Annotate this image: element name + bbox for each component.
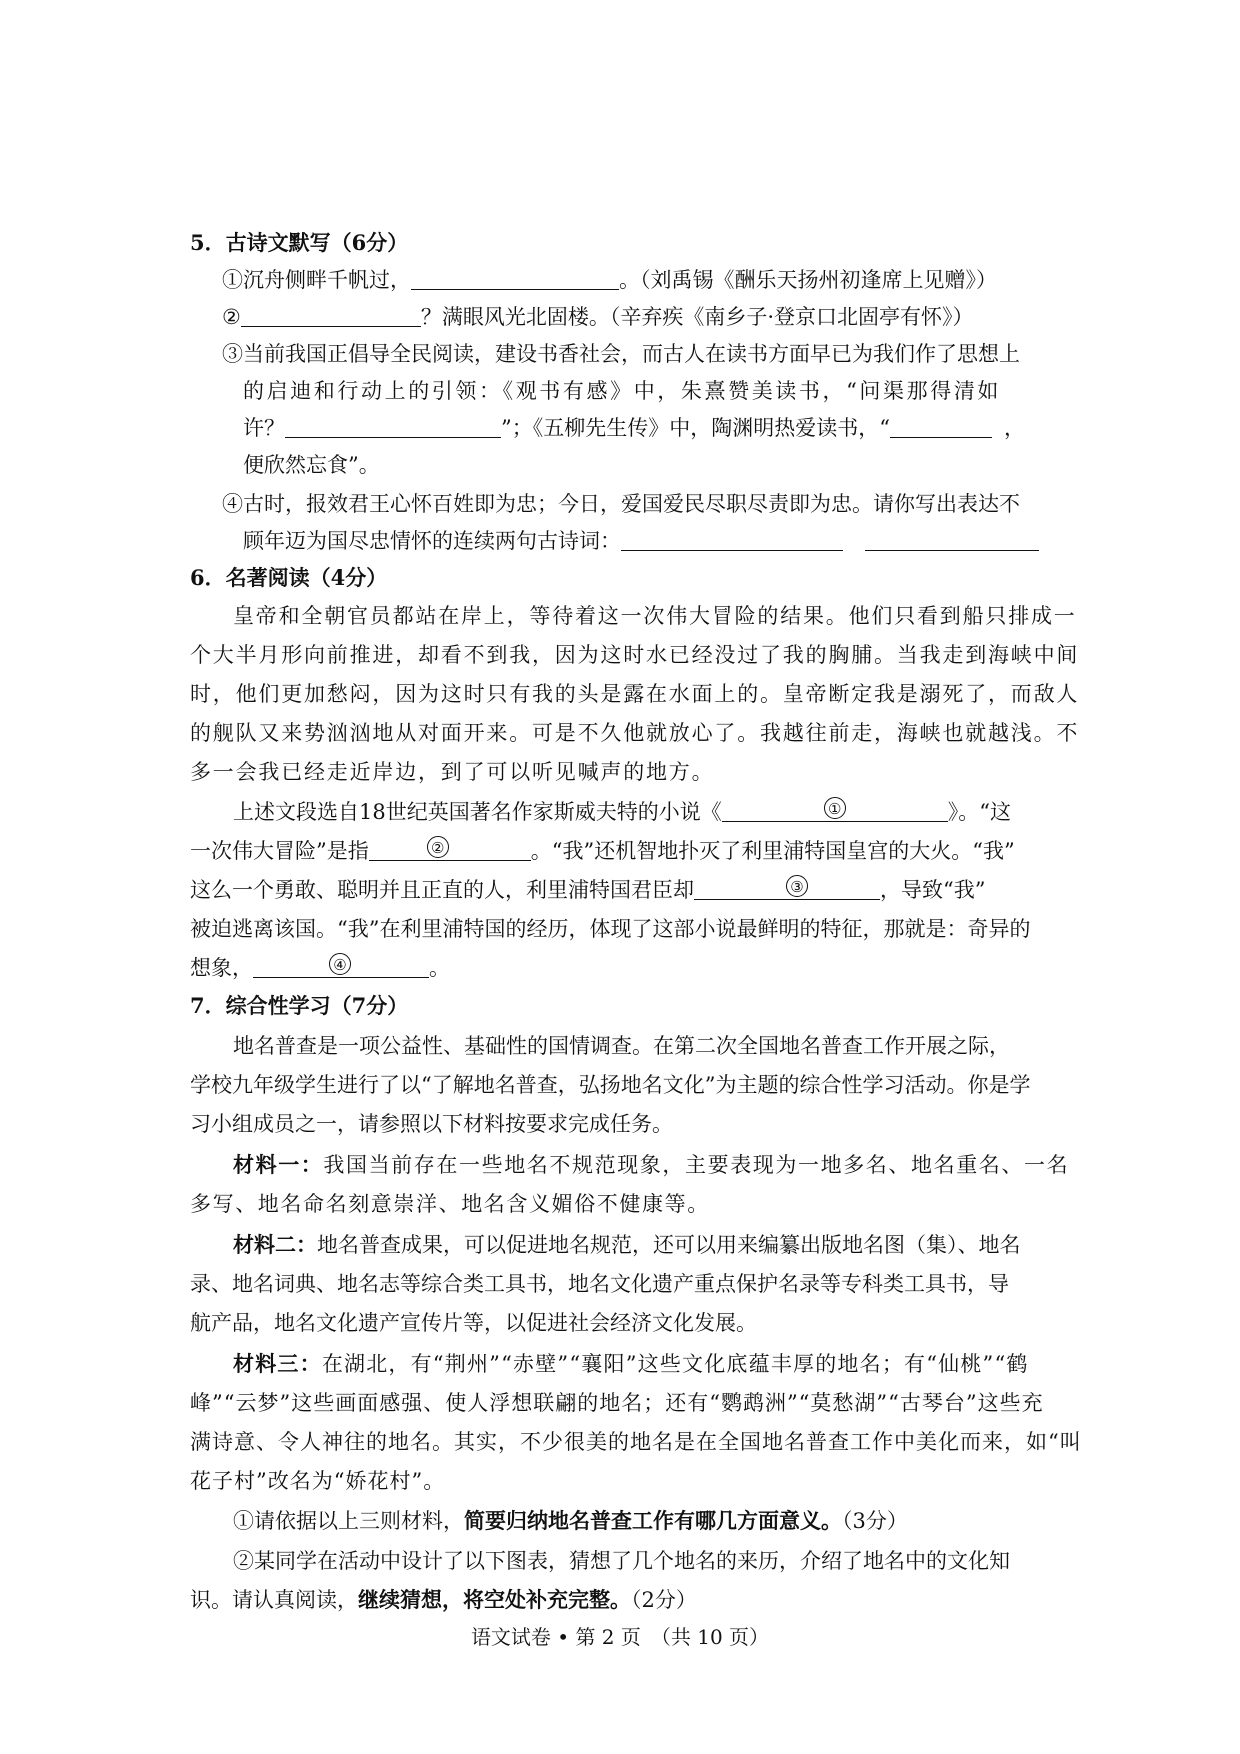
q5-item4-text1: 古时，报效君王心怀百姓即为忠；今日，爱国爱民尽职尽责即为忠。请你写出表达不 xyxy=(243,492,1020,516)
q7-intro-line: 地名普查是一项公益性、基础性的国情调查。在第二次全国地名普查工作开展之际， xyxy=(233,1034,1010,1058)
q5-item3-line4: 便欣然忘食”。 xyxy=(243,453,380,477)
q6-task-l2-pre: 一次伟大冒险”是指 xyxy=(190,839,369,863)
q5-item3-line3-mid: ”；《五柳先生传》中，陶渊明热爱读书，“ xyxy=(501,416,890,440)
q7-intro-line: 习小组成员之一，请参照以下材料按要求完成任务。 xyxy=(190,1112,673,1136)
q5-item3-blank1[interactable] xyxy=(285,415,501,438)
q6-task-l3-pre: 这么一个勇敢、聪明并且正直的人，利里浦特国君臣却 xyxy=(190,878,694,902)
blank-number: ② xyxy=(427,836,449,858)
q5-heading: 5．古诗文默写（6分） xyxy=(190,230,409,255)
q7-task2-l2-pre: 识。请认真阅读， xyxy=(190,1588,358,1612)
q6-passage-line: 个大半月形向前推进，却看不到我，因为这时水已经没过了我的胸脯。当我走到海峡中间 xyxy=(190,643,1080,667)
q6-task-l3-post: ，导致“我” xyxy=(880,878,986,902)
q5-item2-num: ② xyxy=(222,305,241,329)
q6-task-l5-post: 。 xyxy=(429,956,450,980)
q5-item3-line3-pre: 许？ xyxy=(243,416,285,440)
q6-passage-line: 多一会我已经走近岸边，到了可以听见喊声的地方。 xyxy=(190,760,715,784)
q6-task-line5 xyxy=(190,953,450,983)
q5-item4-blank1[interactable] xyxy=(621,528,843,551)
blank-number: ① xyxy=(824,797,846,819)
q7-task2-l2-bold: 继续猜想，将空处补充完整。 xyxy=(358,1587,631,1612)
blank-number: ④ xyxy=(329,953,351,975)
q6-task-l2-post: 。“我”还机智地扑灭了利里浦特国皇宫的大火。“我” xyxy=(530,839,1015,863)
q7-material2-line3: 航产品，地名文化遗产宣传片等，以促进社会经济文化发展。 xyxy=(190,1311,757,1335)
q6-blank2[interactable] xyxy=(369,838,531,861)
q7-material3-line4: 花子村”改名为“娇花村”。 xyxy=(190,1469,446,1493)
q5-item4-blank2[interactable] xyxy=(865,528,1039,551)
q5-item1-post: 。（刘禹锡《酬乐天扬州初逢席上见赠》） xyxy=(619,268,997,292)
material1-label: 材料一： xyxy=(233,1152,324,1177)
q5-item2 xyxy=(222,302,974,332)
q5-item4-line1 xyxy=(222,489,1020,519)
material3-text: 在湖北，有“荆州”“赤壁”“襄阳”这些文化底蕴丰厚的地名；有“仙桃”“鹤 xyxy=(321,1352,1029,1376)
q5-item3-blank2[interactable] xyxy=(890,415,992,438)
q6-blank4[interactable] xyxy=(253,955,429,978)
q5-item2-post: ？满眼风光北固楼。（辛弃疾《南乡子·登京口北固亭有怀》） xyxy=(420,305,974,329)
q6-heading: 6．名著阅读（4分） xyxy=(190,565,388,590)
q6-passage-line: 皇帝和全朝官员都站在岸上，等待着这一次伟大冒险的结果。他们只看到船只排成一 xyxy=(233,604,1077,628)
q5-item3-line3 xyxy=(243,413,1025,443)
q6-task-line4: 被迫逃离该国。“我”在利里浦特国的经历，体现了这部小说最鲜明的特征，那就是：奇异的 xyxy=(190,917,1031,941)
q5-item3-text1: 当前我国正倡导全民阅读，建设书香社会，而古人在读书方面早已为我们作了思想上 xyxy=(243,342,1020,366)
q5-item4-line2 xyxy=(243,526,1039,556)
q7-material2-line2: 录、地名词典、地名志等综合类工具书，地名文化遗产重点保护名录等专科类工具书，导 xyxy=(190,1272,1009,1296)
q6-passage-line: 的舰队又来势汹汹地从对面开来。可是不久他就放心了。我越往前走，海峡也就越浅。不 xyxy=(190,721,1080,745)
q7-material3-line2: 峰”“云梦”这些画面感强、使人浮想联翩的地名；还有“鹦鹉洲”“莫愁湖”“古琴台”这些充 xyxy=(190,1391,1044,1415)
q7-material3-line1 xyxy=(233,1349,1029,1379)
q6-blank3[interactable] xyxy=(694,877,880,900)
q5-item3-line1 xyxy=(222,339,1020,369)
q5-item3-num: ③ xyxy=(222,342,243,366)
page-footer: 语文试卷 • 第 2 页 （共 10 页） xyxy=(470,1625,770,1649)
q7-heading: 7．综合性学习（7分） xyxy=(190,993,409,1018)
q5-item3-line3-post: ， xyxy=(1003,416,1025,440)
q6-task-line2 xyxy=(190,836,1015,866)
q6-task-l1-post: 》。“这 xyxy=(947,800,1011,824)
material2-text: 地名普查成果，可以促进地名规范，还可以用来编纂出版地名图（集）、地名 xyxy=(317,1233,1021,1257)
q6-task-l5-pre: 想象， xyxy=(190,956,253,980)
q7-task2-line1: ②某同学在活动中设计了以下图表，猜想了几个地名的来历，介绍了地名中的文化知 xyxy=(233,1549,1010,1573)
q7-task1-bold: 简要归纳地名普查工作有哪几方面意义。 xyxy=(464,1508,842,1533)
q7-task2-line2 xyxy=(190,1585,697,1615)
q5-item2-blank[interactable] xyxy=(241,304,421,327)
q7-material1-line2: 多写、地名命名刻意崇洋、地名含义媚俗不健康等。 xyxy=(190,1192,710,1216)
blank-number: ③ xyxy=(786,875,808,897)
q5-item1-num: ① xyxy=(222,268,243,292)
q5-item1 xyxy=(222,265,997,295)
q7-task2-l2-post: （2分） xyxy=(631,1588,697,1612)
q6-passage-line: 时，他们更加愁闷，因为这时只有我的头是露在水面上的。皇帝断定我是溺死了，而敌人 xyxy=(190,682,1080,706)
material3-label: 材料三： xyxy=(233,1351,322,1376)
q5-item1-blank[interactable] xyxy=(411,267,619,290)
q7-material2-line1 xyxy=(233,1230,1021,1260)
q5-item4-num: ④ xyxy=(222,492,243,516)
q5-item4-line2-pre: 顾年迈为国尽忠情怀的连续两句古诗词： xyxy=(243,529,621,553)
material2-label: 材料二： xyxy=(233,1232,317,1257)
q6-task-line3 xyxy=(190,875,985,905)
q7-material3-line3: 满诗意、令人神往的地名。其实，不少很美的地名是在全国地名普查工作中美化而来，如“叫 xyxy=(190,1430,1082,1454)
q7-task1 xyxy=(233,1506,908,1536)
q7-material1-line1 xyxy=(233,1150,1069,1180)
q7-intro-line: 学校九年级学生进行了以“了解地名普查，弘扬地名文化”为主题的综合性学习活动。你是学 xyxy=(190,1073,1031,1097)
q7-task1-pre: ①请依据以上三则材料， xyxy=(233,1509,464,1533)
q6-task-l1-pre: 上述文段选自18世纪英国著名作家斯威夫特的小说《 xyxy=(233,800,722,824)
q6-task-line1 xyxy=(233,797,1011,827)
material1-text: 我国当前存在一些地名不规范现象，主要表现为一地多名、地名重名、一名 xyxy=(323,1153,1070,1177)
q5-item3-line2: 的启迪和行动上的引领：《观书有感》中，朱熹赞美读书，“问渠那得清如 xyxy=(243,379,1002,403)
q7-task1-post: （3分） xyxy=(842,1509,908,1533)
q5-item1-pre: 沉舟侧畔千帆过， xyxy=(243,268,411,292)
q6-blank1[interactable] xyxy=(722,799,948,822)
